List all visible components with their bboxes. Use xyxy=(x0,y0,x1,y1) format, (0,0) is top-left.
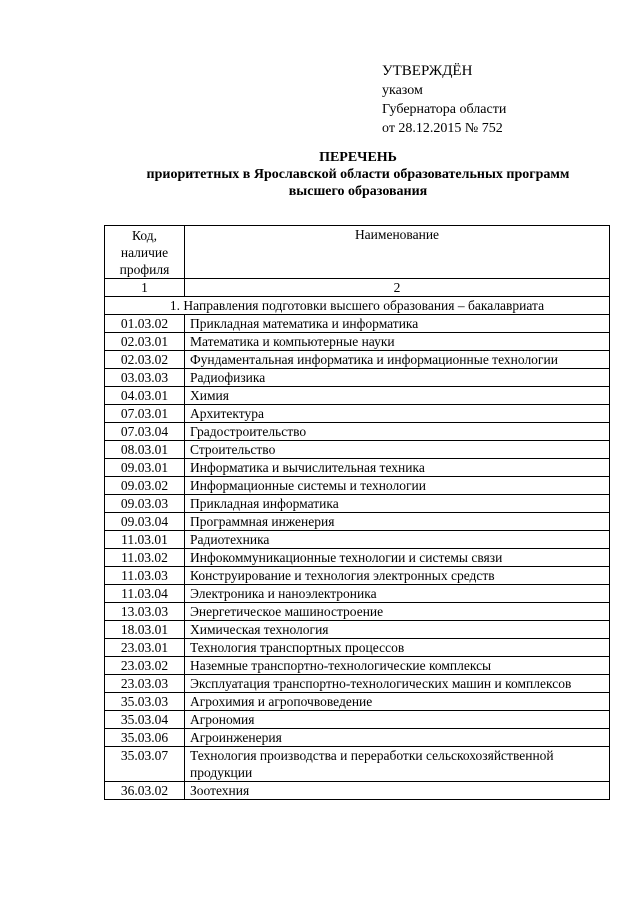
program-name: Строительство xyxy=(185,441,610,459)
program-code: 35.03.06 xyxy=(105,729,185,747)
header-name: Наименование xyxy=(185,226,610,279)
program-code: 11.03.01 xyxy=(105,531,185,549)
table-row xyxy=(105,315,610,333)
program-name: Инфокоммуникационные технологии и системы связи xyxy=(185,549,610,567)
table-row xyxy=(105,782,610,800)
program-name: Архитектура xyxy=(185,405,610,423)
approval-heading: УТВЕРЖДЁН xyxy=(382,63,473,79)
table-row xyxy=(105,603,610,621)
table-row xyxy=(105,369,610,387)
program-code: 08.03.01 xyxy=(105,441,185,459)
program-name: Информатика и вычислительная техника xyxy=(185,459,610,477)
program-code: 35.03.04 xyxy=(105,711,185,729)
program-name: Конструирование и технология электронных средств xyxy=(185,567,610,585)
table-row xyxy=(105,711,610,729)
program-name: Прикладная математика и информатика xyxy=(185,315,610,333)
program-code: 09.03.04 xyxy=(105,513,185,531)
program-code: 09.03.03 xyxy=(105,495,185,513)
table-row xyxy=(105,459,610,477)
program-name: Программная инженерия xyxy=(185,513,610,531)
program-code: 35.03.07 xyxy=(105,747,185,782)
program-code: 11.03.04 xyxy=(105,585,185,603)
table-row xyxy=(105,441,610,459)
header-code-line3: профиля xyxy=(119,262,170,277)
program-name: Наземные транспортно-технологические комплексы xyxy=(185,657,610,675)
program-name: Эксплуатация транспортно-технологических машин и комплексов xyxy=(185,675,610,693)
program-code: 09.03.01 xyxy=(105,459,185,477)
column-number-1: 1 xyxy=(105,279,185,297)
title-subheading-line1: приоритетных в Ярославской области образовательных программ xyxy=(146,167,570,182)
table-row xyxy=(105,351,610,369)
program-code: 11.03.02 xyxy=(105,549,185,567)
program-name: Математика и компьютерные науки xyxy=(185,333,610,351)
approval-authority: Губернатора области xyxy=(382,102,507,117)
program-name: Агроинженерия xyxy=(185,729,610,747)
table-row xyxy=(105,693,610,711)
program-name: Информационные системы и технологии xyxy=(185,477,610,495)
program-code: 35.03.03 xyxy=(105,693,185,711)
table-row xyxy=(105,747,610,782)
document-title xyxy=(80,149,636,200)
approval-stamp xyxy=(382,61,506,138)
program-code: 23.03.03 xyxy=(105,675,185,693)
table-row xyxy=(105,495,610,513)
program-name: Зоотехния xyxy=(185,782,610,800)
program-code: 23.03.02 xyxy=(105,657,185,675)
table-row xyxy=(105,423,610,441)
table-row xyxy=(105,621,610,639)
header-code-line1: Код, xyxy=(132,228,157,243)
program-name: Прикладная информатика xyxy=(185,495,610,513)
program-code: 07.03.01 xyxy=(105,405,185,423)
table-row xyxy=(105,477,610,495)
program-code: 02.03.01 xyxy=(105,333,185,351)
program-name: Агрономия xyxy=(185,711,610,729)
program-code: 03.03.03 xyxy=(105,369,185,387)
program-code: 07.03.04 xyxy=(105,423,185,441)
program-code: 13.03.03 xyxy=(105,603,185,621)
table-row xyxy=(105,513,610,531)
column-number-row xyxy=(105,279,610,297)
program-name: Градостроительство xyxy=(185,423,610,441)
table-row xyxy=(105,729,610,747)
header-code-line2: наличие xyxy=(120,245,169,260)
table-row xyxy=(105,333,610,351)
program-code: 09.03.02 xyxy=(105,477,185,495)
table-row xyxy=(105,549,610,567)
section-row xyxy=(105,297,610,315)
program-name: Радиофизика xyxy=(185,369,610,387)
column-number-2: 2 xyxy=(185,279,610,297)
program-name: Технология транспортных процессов xyxy=(185,639,610,657)
approval-by: указом xyxy=(382,83,423,98)
programs-table xyxy=(104,225,610,800)
title-subheading-line2: высшего образования xyxy=(288,184,428,199)
table-row xyxy=(105,657,610,675)
program-name: Радиотехника xyxy=(185,531,610,549)
program-code: 01.03.02 xyxy=(105,315,185,333)
approval-date-number: от 28.12.2015 № 752 xyxy=(382,121,503,136)
table-row xyxy=(105,585,610,603)
program-name: Химическая технология xyxy=(185,621,610,639)
table-row xyxy=(105,405,610,423)
table-row xyxy=(105,531,610,549)
program-code: 36.03.02 xyxy=(105,782,185,800)
program-name: Электроника и наноэлектроника xyxy=(185,585,610,603)
program-code: 18.03.01 xyxy=(105,621,185,639)
section-heading: 1. Направления подготовки высшего образования – бакалавриата xyxy=(105,297,610,315)
program-code: 02.03.02 xyxy=(105,351,185,369)
program-name: Энергетическое машиностроение xyxy=(185,603,610,621)
header-code xyxy=(105,226,185,279)
program-code: 23.03.01 xyxy=(105,639,185,657)
program-name: Агрохимия и агропочвоведение xyxy=(185,693,610,711)
program-code: 04.03.01 xyxy=(105,387,185,405)
program-name: Химия xyxy=(185,387,610,405)
table-row xyxy=(105,639,610,657)
program-code: 11.03.03 xyxy=(105,567,185,585)
program-name: Технология производства и переработки сельскохозяйственной продукции xyxy=(185,747,610,782)
table-row xyxy=(105,567,610,585)
table-row xyxy=(105,675,610,693)
program-name: Фундаментальная информатика и информационные технологии xyxy=(185,351,610,369)
table-row xyxy=(105,387,610,405)
table-header-row xyxy=(105,226,610,279)
title-heading: ПЕРЕЧЕНЬ xyxy=(319,150,397,165)
